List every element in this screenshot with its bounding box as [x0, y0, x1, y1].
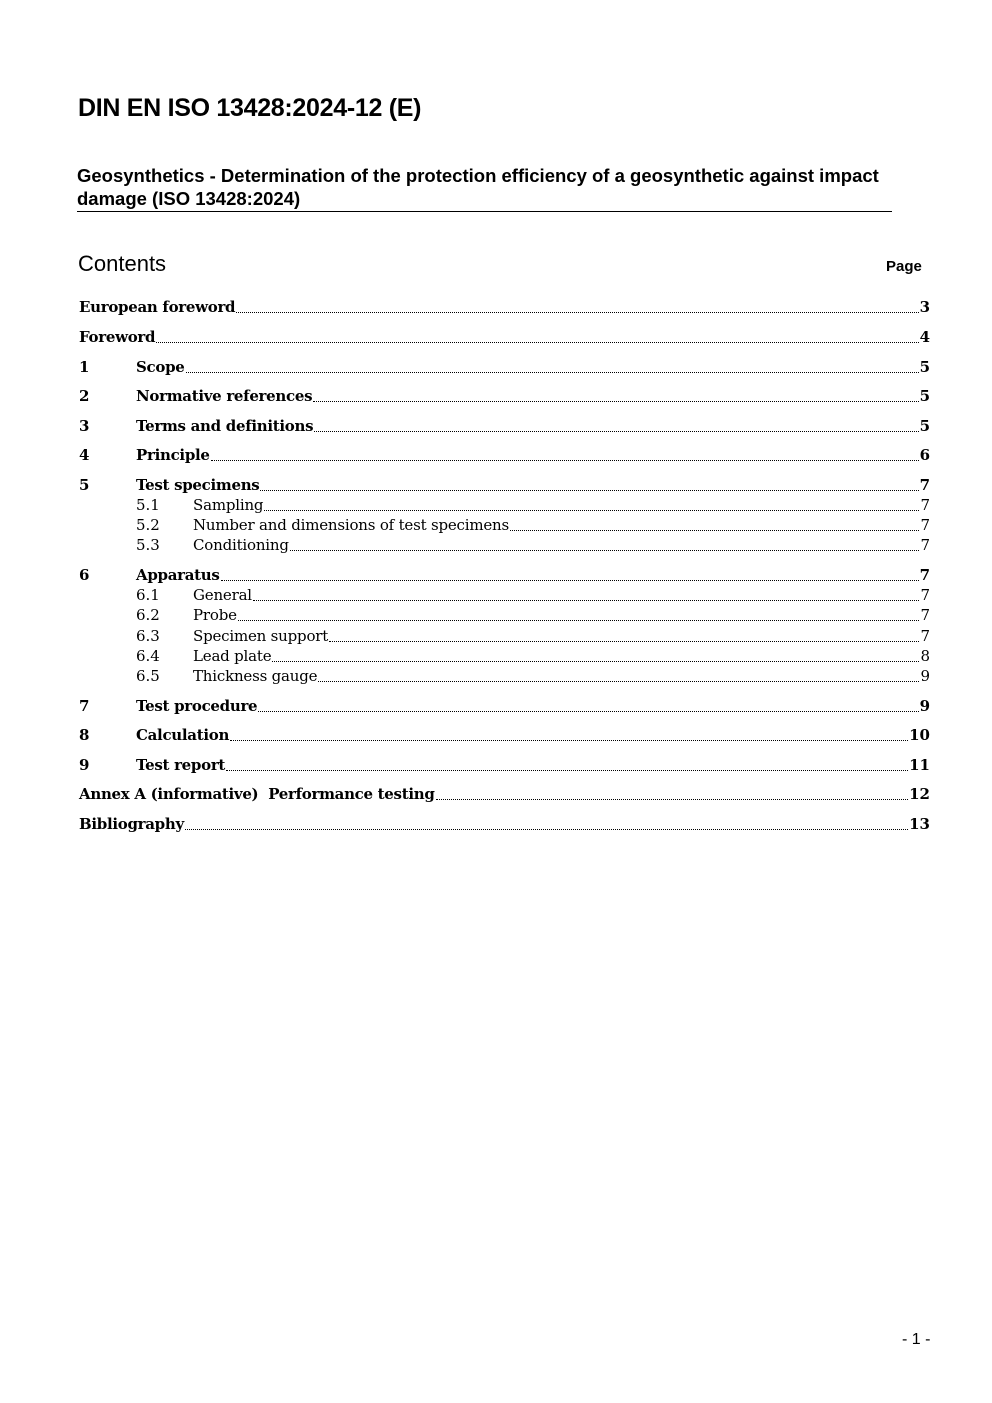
toc-entry-page: 7	[920, 586, 930, 604]
toc-entry-title: Specimen support	[193, 627, 329, 645]
toc-entry-number: 5.3	[136, 536, 160, 554]
document-id: DIN EN ISO 13428:2024-12 (E)	[78, 94, 422, 122]
dot-leader	[185, 829, 908, 830]
toc-entry-title: Number and dimensions of test specimens	[193, 516, 509, 534]
dot-leader	[313, 401, 918, 402]
toc-entry-page: 5	[919, 387, 930, 405]
toc-entry-title: Scope	[136, 358, 185, 376]
dot-leader	[258, 711, 918, 712]
dot-leader	[230, 740, 908, 741]
toc-entry-page: 4	[919, 328, 930, 346]
toc-entry-title: Lead plate	[193, 647, 272, 665]
toc-entry-european-foreword[interactable]	[79, 297, 930, 318]
toc-entry-title: Conditioning	[193, 536, 289, 554]
dot-leader	[510, 530, 919, 531]
toc-entry-number: 5.2	[136, 516, 160, 534]
toc-entry-title: General	[193, 586, 252, 604]
dot-leader	[238, 620, 920, 621]
toc-entry-title: Thickness gauge	[193, 667, 318, 685]
dot-leader	[236, 312, 918, 313]
toc-entry-annex-a[interactable]	[79, 784, 930, 805]
toc-entry-page: 11	[909, 756, 930, 774]
toc-entry-page: 3	[919, 298, 930, 316]
toc-entry-page: 13	[909, 815, 930, 833]
toc-entry-page: 12	[909, 785, 930, 803]
toc-entry-page: 7	[920, 496, 930, 514]
toc-entry-number: 6.1	[136, 586, 160, 604]
toc-entry-terms-and-definitions[interactable]	[79, 416, 930, 437]
toc-entry-number: 1	[79, 358, 90, 376]
dot-leader	[221, 580, 919, 581]
toc-entry-number: 6.3	[136, 627, 160, 645]
document-subtitle: Geosynthetics - Determination of the protection efficiency of a geosynthetic against impact damage (ISO 13428:2024)	[77, 164, 892, 212]
dot-leader	[318, 681, 919, 682]
dot-leader	[272, 661, 919, 662]
toc-entry-title: Test report	[136, 756, 226, 774]
toc-entry-calculation[interactable]	[79, 725, 930, 746]
toc-entry-page: 6	[919, 446, 930, 464]
toc-entry-specimen-support[interactable]	[79, 626, 930, 647]
toc-entry-page: 8	[920, 647, 930, 665]
dot-leader	[156, 342, 918, 343]
dot-leader	[211, 460, 919, 461]
toc-entry-number: 6	[79, 566, 90, 584]
dot-leader	[264, 510, 919, 511]
toc-entry-sampling[interactable]	[79, 495, 930, 516]
toc-entry-title: Probe	[193, 606, 237, 624]
toc-entry-page: 7	[920, 606, 930, 624]
toc-entry-page: 7	[920, 536, 930, 554]
toc-entry-scope[interactable]	[79, 357, 930, 378]
toc-entry-foreword[interactable]	[79, 327, 930, 348]
toc-entry-title: Foreword	[79, 328, 156, 346]
toc-entry-number: 6.4	[136, 647, 160, 665]
dot-leader	[329, 641, 919, 642]
toc-entry-page: 9	[920, 667, 930, 685]
toc-entry-bibliography[interactable]	[79, 814, 930, 835]
toc-entry-title: Normative references	[136, 387, 313, 405]
toc-entry-title: Test specimens	[136, 476, 260, 494]
toc-entry-test-report[interactable]	[79, 755, 930, 776]
toc-entry-title: Annex A (informative) Performance testing	[79, 785, 435, 803]
footer-page-number: - 1 -	[902, 1331, 931, 1348]
toc-entry-principle[interactable]	[79, 445, 930, 466]
toc-entry-title: Sampling	[193, 496, 264, 514]
toc-entry-probe[interactable]	[79, 605, 930, 626]
toc-entry-number-and-dimensions[interactable]	[79, 515, 930, 536]
dot-leader	[253, 600, 920, 601]
toc-entry-number: 5	[79, 476, 90, 494]
dot-leader	[186, 372, 919, 373]
toc-entry-page: 5	[919, 417, 930, 435]
toc-entry-number: 2	[79, 387, 90, 405]
toc-entry-lead-plate[interactable]	[79, 646, 930, 667]
dot-leader	[226, 770, 908, 771]
dot-leader	[260, 490, 918, 491]
toc-entry-number: 6.5	[136, 667, 160, 685]
toc-entry-title: Principle	[136, 446, 210, 464]
toc-entry-conditioning[interactable]	[79, 535, 930, 556]
toc-entry-number: 3	[79, 417, 90, 435]
contents-heading: Contents	[78, 251, 167, 276]
page-column-heading: Page	[886, 258, 922, 275]
toc-entry-number: 6.2	[136, 606, 160, 624]
toc-entry-general[interactable]	[79, 585, 930, 606]
toc-entry-title: Bibliography	[79, 815, 184, 833]
toc-entry-test-procedure[interactable]	[79, 696, 930, 717]
toc-entry-page: 7	[919, 476, 930, 494]
toc-entry-thickness-gauge[interactable]	[79, 666, 930, 687]
toc-entry-title: European foreword	[79, 298, 236, 316]
toc-entry-test-specimens[interactable]	[79, 475, 930, 496]
toc-entry-number: 4	[79, 446, 90, 464]
toc-entry-number: 8	[79, 726, 90, 744]
toc-entry-page: 5	[919, 358, 930, 376]
toc-entry-page: 10	[909, 726, 930, 744]
toc-entry-title: Test procedure	[136, 697, 258, 715]
toc-entry-title: Calculation	[136, 726, 230, 744]
dot-leader	[436, 799, 909, 800]
toc-entry-page: 7	[920, 516, 930, 534]
toc-entry-number: 5.1	[136, 496, 160, 514]
toc-entry-title: Apparatus	[136, 566, 220, 584]
toc-entry-page: 7	[919, 566, 930, 584]
toc-entry-number: 7	[79, 697, 90, 715]
dot-leader	[290, 550, 920, 551]
toc-entry-normative-references[interactable]	[79, 386, 930, 407]
toc-entry-page: 9	[919, 697, 930, 715]
toc-entry-title: Terms and definitions	[136, 417, 314, 435]
toc-entry-number: 9	[79, 756, 90, 774]
dot-leader	[314, 431, 918, 432]
toc-entry-apparatus[interactable]	[79, 565, 930, 586]
toc-entry-page: 7	[920, 627, 930, 645]
